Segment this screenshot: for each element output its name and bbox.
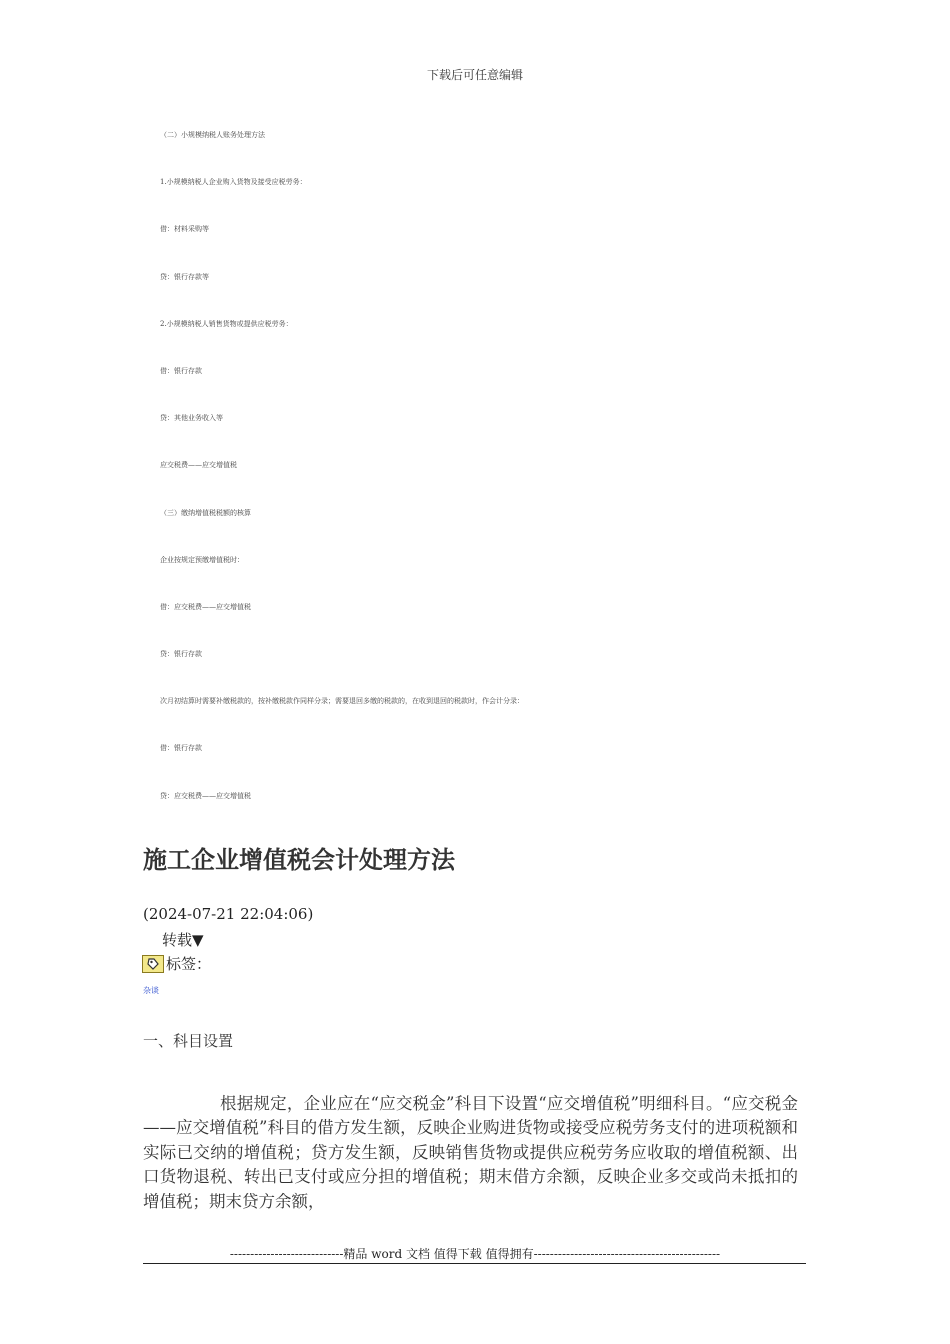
small-line: 2.小规模纳税人销售货物或提供应税劳务： (160, 319, 293, 328)
small-line: 借：银行存款 (160, 744, 202, 753)
small-line: 贷：银行存款 (160, 650, 202, 659)
article-date: (2024-07-21 22:04:06) (143, 905, 314, 923)
small-line: 应交税费——应交增值税 (160, 461, 237, 470)
small-line: 借：银行存款 (160, 366, 202, 375)
small-line: 企业按规定预缴增值税时： (160, 555, 244, 564)
small-line: 借：应交税费——应交增值税 (160, 602, 251, 611)
tag-link-zatan[interactable]: 杂谈 (143, 986, 159, 995)
small-text-block (160, 129, 780, 837)
tag-icon (142, 955, 164, 973)
small-line: （二）小规模纳税人账务处理方法 (160, 131, 265, 139)
body-paragraph: 根据规定，企业应在“应交税金”科目下设置“应交增值税”明细科目。“应交税金——应交增值税”科目的借方发生额，反映企业购进货物或接受应税劳务支付的进项税额和实际已交纳的增值税；贷方发生额，反映销售货物或提供应税劳务应收取的增值税额、出口货物退税、转出已支付或应分担的增值税；期末借方余额，反映企业多交或尚未抵扣的增值税；期末贷方余额， (143, 1093, 798, 1211)
small-line: 贷：银行存款等 (160, 272, 209, 281)
small-line: 1.小规模纳税人企业购入货物及接受应税劳务： (160, 178, 307, 187)
footer-divider (143, 1263, 806, 1264)
small-line: 贷：其他业务收入等 (160, 414, 223, 423)
page-header-note: 下载后可任意编辑 (426, 68, 523, 82)
repost-button[interactable]: 转载▼ (162, 931, 204, 949)
page-footer-note: ----------------------------精品 word 文档 值得下载 值得拥有---------------------------------------------- (229, 1247, 721, 1261)
small-line: 次月初结算时需要补缴税款的，按补缴税款作同样分录；需要退回多缴的税款的，在收到退回的税款时，作会计分录： (160, 697, 524, 706)
small-line: （三）缴纳增值税税额的核算 (160, 508, 251, 517)
small-line: 贷：应交税费——应交增值税 (160, 791, 251, 800)
section-heading: 一、科目设置 (143, 1032, 234, 1050)
small-line: 借：材料采购等 (160, 225, 209, 234)
tags-label: 标签： (166, 955, 212, 973)
tags-row (142, 953, 211, 974)
article-title: 施工企业增值税会计处理方法 (143, 846, 455, 874)
